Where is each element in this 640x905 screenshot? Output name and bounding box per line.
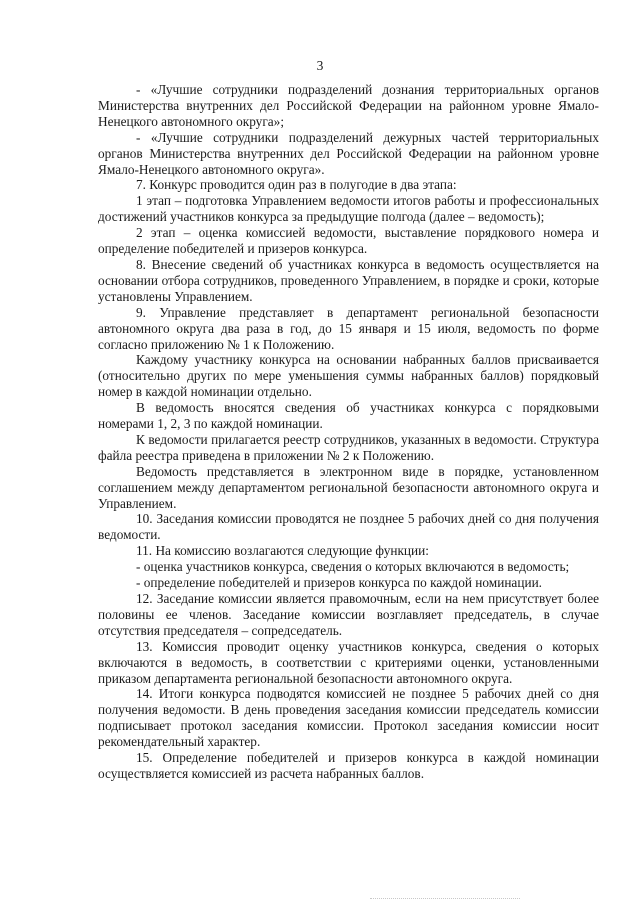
paragraph-item-15: 15. Определение победителей и призеров конкурса в каждой номинации осуществляется комиссией из расчета набранных баллов. (98, 750, 599, 781)
paragraph-item-12: 12. Заседание комиссии является правомочным, если на нем присутствует более половины ее членов. Заседание комиссии возглавляет председатель, в случае отсутствия председателя – сопредседатель. (98, 591, 599, 638)
paragraph-item-14: 14. Итоги конкурса подводятся комиссией не позднее 5 рабочих дней со дня получения ведомости. В день проведения заседания комиссии председатель комиссии подписывает протокол заседания комиссии. Протокол заседания комиссии носит рекомендательный характер. (98, 686, 599, 750)
paragraph-item-10: 10. Заседания комиссии проводятся не позднее 5 рабочих дней со дня получения ведомости. (98, 511, 599, 543)
paragraph-nomination-inquiry: - «Лучшие сотрудники подразделений дознания территориальных органов Министерства внутренних дел Российской Федерации на районном уровне Ямало-Ненецкого автономного округа»; (98, 82, 599, 129)
paragraph-function-evaluation: - оценка участников конкурса, сведения о которых включаются в ведомость; (136, 559, 570, 575)
paragraph-item-8: 8. Внесение сведений об участниках конкурса в ведомость осуществляется на основании отбора сотрудников, проведенного Управлением, в порядке и сроки, которые установлены Управлением. (98, 256, 599, 304)
paragraph-nomination-duty: - «Лучшие сотрудники подразделений дежурных частей территориальных органов Министерства внутренних дел Российской Федерации на районном уровне Ямало-Ненецкого автономного округа». (98, 129, 599, 177)
paragraph-item-7: 7. Конкурс проводится один раз в полугодие в два этапа: (136, 177, 457, 193)
paragraph-stage-1: 1 этап – подготовка Управлением ведомости итогов работы и профессиональных достижений участников конкурса за предыдущие полгода (далее – ведомость); (98, 193, 599, 225)
paragraph-top-three: В ведомость вносятся сведения об участниках конкурса с порядковыми номерами 1, 2, 3 по каждой номинации. (98, 400, 599, 432)
page-number: 3 (316, 58, 324, 73)
paragraph-stage-2: 2 этап – оценка комиссией ведомости, выставление порядкового номера и определение победителей и призеров конкурса. (98, 225, 599, 257)
footer-divider (370, 898, 520, 901)
document-body (98, 82, 599, 782)
paragraph-registry: К ведомости прилагается реестр сотрудников, указанных в ведомости. Структура файла реестра приведена в приложении № 2 к Положению. (98, 431, 599, 463)
paragraph-ranking: Каждому участнику конкурса на основании набранных баллов присваивается (относительно других по мере уменьшения суммы набранных баллов) порядковый номер в каждой номинации отдельно. (98, 352, 599, 400)
paragraph-function-winners: - определение победителей и призеров конкурса по каждой номинации. (136, 575, 543, 591)
paragraph-item-13: 13. Комиссия проводит оценку участников конкурса, сведения о которых включаются в ведомость, в соответствии с критериями оценки, установленными приказом департамента региональной безопасности автономного округа. (98, 638, 599, 686)
paragraph-item-9: 9. Управление представляет в департамент региональной безопасности автономного округа два раза в год, до 15 января и 15 июля, ведомость по форме согласно приложению № 1 к Положению. (98, 304, 599, 352)
paragraph-item-11: 11. На комиссию возлагаются следующие функции: (136, 543, 429, 559)
paragraph-electronic-form: Ведомость представляется в электронном виде в порядке, установленном соглашением между департаментом региональной безопасности автономного округа и Управлением. (98, 463, 599, 511)
